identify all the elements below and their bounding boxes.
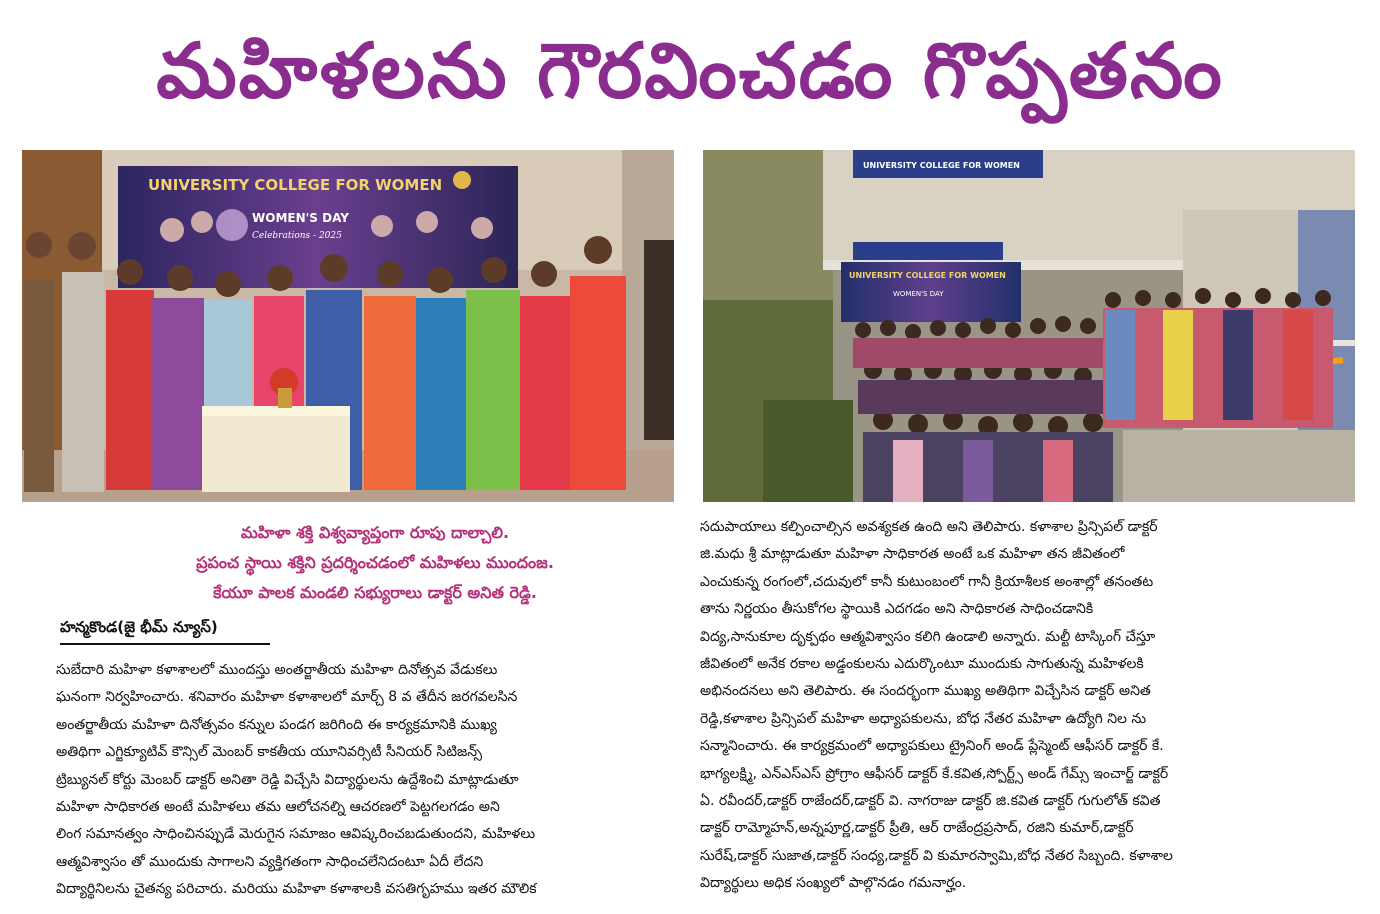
body-line: సన్మానించారు. ఈ కార్యక్రమంలో అధ్యాపకులు ట్రైనింగ్ అండ్ ప్లేస్మెంట్ ఆఫీసర్ డాక్టర్ కే. bbox=[700, 738, 1164, 755]
article-column-right bbox=[700, 514, 1344, 898]
body-line: మహిళా సాధికారత అంటే మహిళలు తమ ఆలోచనల్ని ఆచరణలో పెట్టగలగడం అని bbox=[56, 799, 500, 816]
body-line: అంతర్జాతీయ మహిళా దినోత్సవం కన్నుల పండగ జరిగింది ఈ కార్యక్రమానికి ముఖ్య bbox=[56, 716, 497, 733]
body-line: తాను నిర్ణయం తీసుకోగల స్థాయికి ఎదగడం అని సాధికారత సాధించడానికి bbox=[700, 601, 1094, 618]
body-line: ఆత్మవిశ్వాసం తో ముందుకు సాగాలని వ్యక్తిగతంగా సాధించలేనిదంటూ ఏదీ లేదని bbox=[56, 853, 484, 870]
body-line: సురేష్,డాక్టర్ సుజాత,డాక్టర్ సంధ్య,డాక్టర్ వి కుమారస్వామి,బోధ నేతర సిబ్బంది. కళాశాల bbox=[700, 847, 1173, 864]
dateline-rule bbox=[60, 643, 270, 645]
article-column-left bbox=[56, 657, 674, 904]
body-line: విద్యార్థినిలను చైతన్య పరిచారు. మరియు మహిళా కళాశాలకి వసతిగృహము ఇతర మౌలిక bbox=[56, 881, 537, 898]
photo-student-group bbox=[703, 150, 1355, 502]
subheadline-2: ప్రపంచ స్థాయి శక్తిని ప్రదర్శించడంలో మహిళలు ముందంజ. bbox=[196, 553, 554, 572]
banner-event: WOMEN'S DAY bbox=[252, 211, 349, 225]
dateline: హన్మకొండ(జై భీమ్ న్యూస్) bbox=[60, 618, 218, 636]
body-line: రెడ్డి,కళాశాల ప్రిన్సిపల్ మహిళా అధ్యాపకులను, బోధ నేతర మహిళా ఉద్యోగి నిల ను bbox=[700, 710, 1147, 727]
body-line: ఎంచుకున్న రంగంలో,చదువులో కానీ కుటుంబంలో గానీ క్రియాశీలక అంశాల్లో తనంతట bbox=[700, 573, 1154, 590]
banner-sub: Celebrations - 2025 bbox=[252, 231, 342, 241]
body-line: లింగ సమానత్వం సాధించినప్పుడే మెరుగైన సమాజం ఆవిష్కరించబడుతుందని, మహిళలు bbox=[56, 826, 536, 843]
body-line: ఘనంగా నిర్వహించారు. శనివారం మహిళా కళాశాలలో మార్చ్ 8 వ తేదీన జరగవలసిన bbox=[56, 689, 518, 706]
body-line: విద్య,సానుకూల దృక్పథం ఆత్మవిశ్వాసం కలిగి ఉండాలి అన్నారు. మల్టీ టాస్కింగ్ చేస్తూ bbox=[700, 628, 1156, 645]
body-line: డాక్టర్ రామ్మోహన్,అన్నపూర్ణ,డాక్టర్ ప్రీతి, ఆర్ రాజేంద్రప్రసాద్, రజిని కుమార్,డాక్టర్ bbox=[700, 820, 1134, 837]
right-banner-title: UNIVERSITY COLLEGE FOR WOMEN bbox=[849, 271, 1006, 280]
body-line: సుబేదారి మహిళా కళాశాలలో ముందస్తు అంతర్జాతీయ మహిళా దినోత్సవ వేడుకలు bbox=[56, 662, 498, 678]
headline: మహిళలను గౌరవించడం గొప్పతనం bbox=[156, 26, 1224, 115]
photo-stage-group bbox=[22, 150, 674, 502]
subheadline-1: మహిళా శక్తి విశ్వవ్యాప్తంగా రూపు దాల్చాలి. bbox=[240, 523, 510, 542]
body-line: జి.మధు శ్రీ మాట్లాడుతూ మహిళా సాధికారత అంటే ఒక మహిళా తన జీవితంలో bbox=[700, 546, 1125, 563]
banner-title: UNIVERSITY COLLEGE FOR WOMEN bbox=[148, 176, 443, 194]
subheadlines bbox=[150, 518, 600, 608]
body-line: ఏ. రవీందర్,డాక్టర్ రాజేందర్,డాక్టర్ వి. నాగరాజు డాక్టర్ జి.కవిత డాక్టర్ గుగులోత్ కవిత bbox=[700, 793, 1161, 810]
body-line: భాగ్యలక్ష్మి, ఎన్ఎస్ఎస్ ప్రోగ్రాం ఆఫీసర్ డాక్టర్ కే.కవిత,స్పోర్ట్స్ అండ్ గేమ్స్ ఇంచార్జ్ డాక్టర్ bbox=[700, 765, 1169, 782]
subheadline-3: కేయూ పాలక మండలి సభ్యురాలు డాక్టర్ అనిత రెడ్డి. bbox=[213, 583, 537, 602]
body-line: జీవితంలో అనేక రకాల అడ్డంకులను ఎదుర్కొంటూ ముందుకు సాగుతున్న మహిళలకి bbox=[700, 656, 1144, 673]
body-line: అతిథిగా ఎగ్జిక్యూటివ్ కౌన్సిల్ మెంబర్ కాకతీయ యూనివర్సిటీ సీనియర్ సిటిజన్స్ bbox=[56, 744, 483, 761]
body-line: అభినందనలు అని తెలిపారు. ఈ సందర్భంగా ముఖ్య అతిథిగా విచ్చేసిన డాక్టర్ అనిత bbox=[700, 683, 1151, 700]
body-line: సదుపాయాలు కల్పించాల్సిన అవశ్యకత ఉంది అని తెలిపారు. కళాశాల ప్రిన్సిపల్ డాక్టర్ bbox=[700, 519, 1158, 535]
body-line: ట్రిబ్యునల్ కోర్టు మెంబర్ డాక్టర్ అనితా రెడ్డి విచ్చేసి విద్యార్థులను ఉద్దేశించి మాట్లాడుతూ bbox=[56, 771, 519, 788]
building-sign: UNIVERSITY COLLEGE FOR WOMEN bbox=[863, 161, 1020, 170]
right-banner-event: WOMEN'S DAY bbox=[893, 290, 944, 298]
body-line: విద్యార్థులు అధిక సంఖ్యలో పాల్గొనడం గమనార్హం. bbox=[700, 875, 967, 892]
